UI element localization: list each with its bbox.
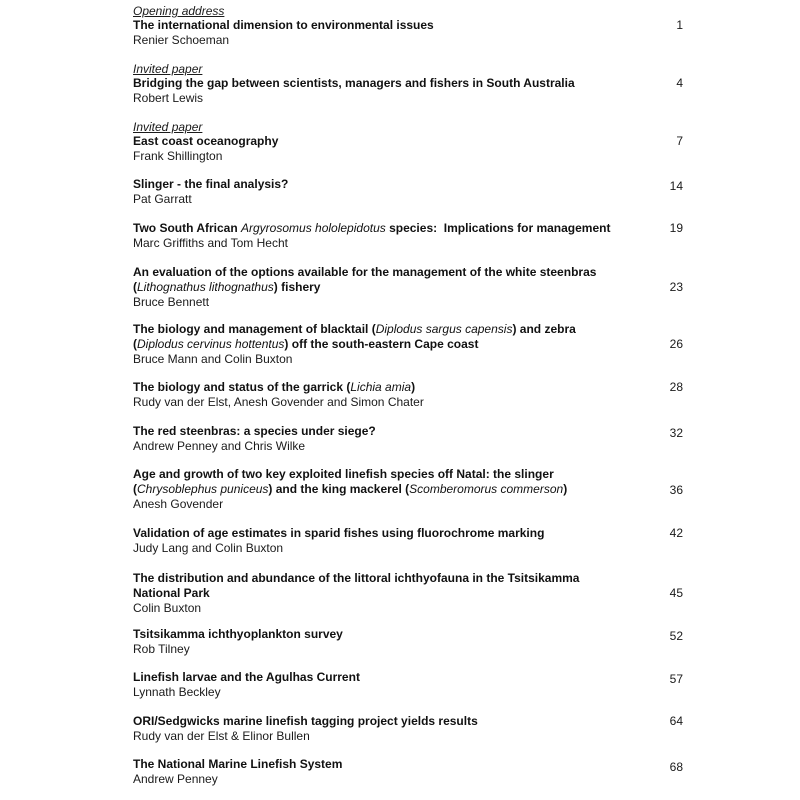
entry-authors: Lynnath Beckley (133, 685, 221, 699)
toc-entry (133, 467, 693, 512)
entry-page-number: 42 (669, 526, 683, 540)
entry-authors: Andrew Penney and Chris Wilke (133, 439, 306, 453)
toc-entry (133, 757, 693, 787)
toc-entry (133, 714, 693, 744)
entry-page-number: 1 (676, 18, 683, 32)
toc-entry (133, 670, 693, 700)
entry-title: An evaluation of the options available for the management of the white steenbras (133, 265, 597, 279)
entry-title: Age and growth of two key exploited linefish species off Natal: the slinger (133, 467, 554, 481)
entry-authors: Robert Lewis (133, 91, 204, 105)
entry-title: Validation of age estimates in sparid fishes using fluorochrome marking (133, 526, 545, 540)
entry-title-continued: (Lithognathus lithognathus) fishery (133, 280, 321, 294)
entry-title: The red steenbras: a species under siege? (133, 424, 376, 438)
toc-entry (133, 322, 693, 367)
entry-authors: Renier Schoeman (133, 33, 230, 47)
entry-title: The international dimension to environmental issues (133, 18, 434, 32)
entry-title-continued: (Chrysoblephus puniceus) and the king mackerel (Scomberomorus commerson) (133, 482, 568, 496)
entry-title: The biology and management of blacktail (Diplodus sargus capensis) and zebra (133, 322, 576, 336)
toc-entry (133, 424, 693, 454)
entry-page-number: 19 (669, 221, 683, 235)
entry-title: ORI/Sedgwicks marine linefish tagging project yields results (133, 714, 478, 728)
entry-title: Linefish larvae and the Agulhas Current (133, 670, 360, 684)
entry-authors: Bruce Mann and Colin Buxton (133, 352, 293, 366)
entry-title: The biology and status of the garrick (Lichia amia) (133, 380, 416, 394)
entry-label: Opening address (133, 4, 225, 18)
entry-title-continued: (Diplodus cervinus hottentus) off the south-eastern Cape coast (133, 337, 479, 351)
toc-entry (133, 221, 693, 251)
entry-authors: Judy Lang and Colin Buxton (133, 541, 284, 555)
toc-entry (133, 4, 693, 48)
entry-page-number: 68 (669, 760, 683, 774)
entry-label: Invited paper (133, 62, 203, 76)
toc-entry (133, 571, 693, 616)
entry-page-number: 36 (669, 483, 683, 497)
entry-title: Slinger - the final analysis? (133, 177, 289, 191)
entry-authors: Andrew Penney (133, 772, 218, 786)
toc-entry (133, 120, 693, 164)
entry-authors: Colin Buxton (133, 601, 202, 615)
entry-page-number: 57 (669, 672, 683, 686)
toc-entry (133, 627, 693, 657)
entry-title: Tsitsikamma ichthyoplankton survey (133, 627, 343, 641)
entry-title: The distribution and abundance of the littoral ichthyofauna in the Tsitsikamma (133, 571, 580, 585)
entry-authors: Rudy van der Elst, Anesh Govender and Simon Chater (133, 395, 424, 409)
entry-title-continued: National Park (133, 586, 210, 600)
toc-entry (133, 177, 693, 207)
toc-entry (133, 526, 693, 556)
entry-page-number: 4 (676, 76, 683, 90)
entry-page-number: 23 (669, 280, 683, 294)
entry-page-number: 26 (669, 337, 683, 351)
entry-page-number: 32 (669, 426, 683, 440)
entry-authors: Marc Griffiths and Tom Hecht (133, 236, 288, 250)
entry-title: The National Marine Linefish System (133, 757, 343, 771)
entry-authors: Rob Tilney (133, 642, 190, 656)
entry-title: Two South African Argyrosomus hololepidotus species: Implications for management (133, 221, 611, 235)
entry-page-number: 52 (669, 629, 683, 643)
entry-authors: Frank Shillington (133, 149, 223, 163)
entry-label: Invited paper (133, 120, 203, 134)
entry-authors: Bruce Bennett (133, 295, 210, 309)
toc-entry (133, 62, 693, 106)
entry-title: Bridging the gap between scientists, managers and fishers in South Australia (133, 76, 575, 90)
entry-authors: Pat Garratt (133, 192, 192, 206)
entry-page-number: 7 (676, 134, 683, 148)
entry-page-number: 45 (669, 586, 683, 600)
entry-authors: Rudy van der Elst & Elinor Bullen (133, 729, 310, 743)
entry-authors: Anesh Govender (133, 497, 224, 511)
entry-page-number: 64 (669, 714, 683, 728)
entry-page-number: 14 (669, 179, 683, 193)
entry-page-number: 28 (669, 380, 683, 394)
toc-entry (133, 265, 693, 310)
entry-title: East coast oceanography (133, 134, 279, 148)
toc-entry (133, 380, 693, 410)
